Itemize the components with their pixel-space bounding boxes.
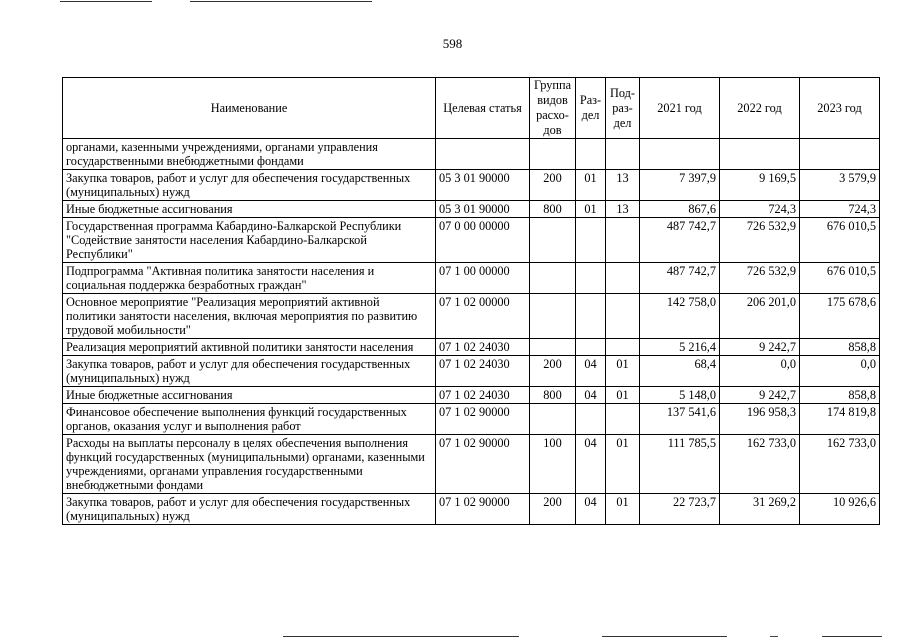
top-scan-line-left bbox=[60, 1, 152, 2]
row-group bbox=[530, 218, 576, 263]
row-2023 bbox=[800, 139, 880, 170]
row-subsection: 01 bbox=[606, 494, 640, 525]
row-name: Закупка товаров, работ и услуг для обеспечения государственных (муниципальных) нужд bbox=[63, 170, 436, 201]
row-2021: 68,4 bbox=[640, 356, 720, 387]
row-name: Иные бюджетные ассигнования bbox=[63, 201, 436, 218]
row-subsection: 01 bbox=[606, 356, 640, 387]
row-section bbox=[576, 139, 606, 170]
row-name: органами, казенными учреждениями, органами управления государственными внебюджетными фондами bbox=[63, 139, 436, 170]
row-section bbox=[576, 404, 606, 435]
row-2023: 858,8 bbox=[800, 387, 880, 404]
row-2022: 206 201,0 bbox=[720, 294, 800, 339]
row-subsection bbox=[606, 339, 640, 356]
table-row bbox=[63, 201, 880, 218]
row-2023: 175 678,6 bbox=[800, 294, 880, 339]
header-section: Раз-дел bbox=[576, 78, 606, 139]
row-section: 01 bbox=[576, 201, 606, 218]
row-target: 07 1 02 90000 bbox=[436, 494, 530, 525]
row-2021: 5 216,4 bbox=[640, 339, 720, 356]
row-target: 05 3 01 90000 bbox=[436, 201, 530, 218]
table-row bbox=[63, 170, 880, 201]
table-row bbox=[63, 387, 880, 404]
row-group: 200 bbox=[530, 356, 576, 387]
row-group bbox=[530, 404, 576, 435]
row-target bbox=[436, 139, 530, 170]
row-group: 800 bbox=[530, 387, 576, 404]
table-header-row bbox=[63, 78, 880, 139]
header-name: Наименование bbox=[63, 78, 436, 139]
table-body bbox=[63, 139, 880, 525]
row-subsection bbox=[606, 404, 640, 435]
row-2021 bbox=[640, 139, 720, 170]
row-name: Иные бюджетные ассигнования bbox=[63, 387, 436, 404]
row-group: 200 bbox=[530, 494, 576, 525]
row-2022: 31 269,2 bbox=[720, 494, 800, 525]
row-name: Подпрограмма "Активная политика занятости населения и социальная поддержка безработных граждан" bbox=[63, 263, 436, 294]
row-2021: 487 742,7 bbox=[640, 218, 720, 263]
table-row bbox=[63, 404, 880, 435]
row-target: 07 1 02 00000 bbox=[436, 294, 530, 339]
row-group: 200 bbox=[530, 170, 576, 201]
header-target: Целевая статья bbox=[436, 78, 530, 139]
row-target: 07 1 00 00000 bbox=[436, 263, 530, 294]
row-name: Финансовое обеспечение выполнения функций государственных органов, оказания услуг и выполнения работ bbox=[63, 404, 436, 435]
row-subsection: 01 bbox=[606, 387, 640, 404]
table-row bbox=[63, 339, 880, 356]
budget-table bbox=[62, 77, 880, 525]
header-group: Группа видов расхо-дов bbox=[530, 78, 576, 139]
bottom-scan-line-mid bbox=[602, 636, 727, 637]
row-2022: 9 242,7 bbox=[720, 387, 800, 404]
table-row bbox=[63, 139, 880, 170]
row-target: 07 0 00 00000 bbox=[436, 218, 530, 263]
row-2021: 7 397,9 bbox=[640, 170, 720, 201]
row-subsection: 13 bbox=[606, 201, 640, 218]
row-subsection: 13 bbox=[606, 170, 640, 201]
row-group bbox=[530, 339, 576, 356]
row-2023: 174 819,8 bbox=[800, 404, 880, 435]
row-2021: 111 785,5 bbox=[640, 435, 720, 494]
row-2022: 726 532,9 bbox=[720, 218, 800, 263]
table-row bbox=[63, 356, 880, 387]
table-row bbox=[63, 294, 880, 339]
row-2021: 142 758,0 bbox=[640, 294, 720, 339]
row-2023: 724,3 bbox=[800, 201, 880, 218]
table-row bbox=[63, 494, 880, 525]
row-name: Закупка товаров, работ и услуг для обеспечения государственных (муниципальных) нужд bbox=[63, 494, 436, 525]
row-2021: 137 541,6 bbox=[640, 404, 720, 435]
bottom-scan-line-right bbox=[822, 636, 882, 637]
row-group: 800 bbox=[530, 201, 576, 218]
row-2023: 676 010,5 bbox=[800, 263, 880, 294]
row-2021: 5 148,0 bbox=[640, 387, 720, 404]
row-2023: 0,0 bbox=[800, 356, 880, 387]
row-section: 04 bbox=[576, 356, 606, 387]
row-name: Государственная программа Кабардино-Балкарской Республики "Содействие занятости населения Кабардино-Балкарской Республики" bbox=[63, 218, 436, 263]
row-target: 07 1 02 90000 bbox=[436, 435, 530, 494]
row-target: 07 1 02 24030 bbox=[436, 387, 530, 404]
row-2023: 162 733,0 bbox=[800, 435, 880, 494]
row-subsection bbox=[606, 218, 640, 263]
row-2022: 724,3 bbox=[720, 201, 800, 218]
bottom-scan-dash bbox=[770, 636, 778, 637]
row-target: 07 1 02 90000 bbox=[436, 404, 530, 435]
page-number: 598 bbox=[442, 36, 463, 51]
row-section bbox=[576, 218, 606, 263]
row-2022: 9 242,7 bbox=[720, 339, 800, 356]
row-2022: 0,0 bbox=[720, 356, 800, 387]
row-section bbox=[576, 339, 606, 356]
row-2022: 726 532,9 bbox=[720, 263, 800, 294]
row-section bbox=[576, 263, 606, 294]
row-subsection bbox=[606, 263, 640, 294]
row-2023: 676 010,5 bbox=[800, 218, 880, 263]
row-subsection bbox=[606, 294, 640, 339]
row-section bbox=[576, 294, 606, 339]
row-2022: 196 958,3 bbox=[720, 404, 800, 435]
row-2021: 867,6 bbox=[640, 201, 720, 218]
row-group bbox=[530, 263, 576, 294]
row-section: 01 bbox=[576, 170, 606, 201]
row-target: 07 1 02 24030 bbox=[436, 356, 530, 387]
header-2023: 2023 год bbox=[800, 78, 880, 139]
table-row bbox=[63, 218, 880, 263]
row-2023: 858,8 bbox=[800, 339, 880, 356]
row-group bbox=[530, 139, 576, 170]
row-2021: 487 742,7 bbox=[640, 263, 720, 294]
top-scan-line-right bbox=[190, 1, 372, 2]
row-2022 bbox=[720, 139, 800, 170]
row-2023: 10 926,6 bbox=[800, 494, 880, 525]
row-section: 04 bbox=[576, 387, 606, 404]
row-target: 07 1 02 24030 bbox=[436, 339, 530, 356]
row-target: 05 3 01 90000 bbox=[436, 170, 530, 201]
table-row bbox=[63, 263, 880, 294]
header-2022: 2022 год bbox=[720, 78, 800, 139]
row-section: 04 bbox=[576, 435, 606, 494]
header-2021: 2021 год bbox=[640, 78, 720, 139]
row-2023: 3 579,9 bbox=[800, 170, 880, 201]
row-name: Закупка товаров, работ и услуг для обеспечения государственных (муниципальных) нужд bbox=[63, 356, 436, 387]
row-2022: 9 169,5 bbox=[720, 170, 800, 201]
row-2021: 22 723,7 bbox=[640, 494, 720, 525]
row-name: Расходы на выплаты персоналу в целях обеспечения выполнения функций государственных (муниципальными) органами, казенными учреждениями, органами управления государственными внебюджетными фондами bbox=[63, 435, 436, 494]
row-2022: 162 733,0 bbox=[720, 435, 800, 494]
bottom-scan-line-left bbox=[283, 636, 519, 637]
table-row bbox=[63, 435, 880, 494]
row-name: Реализация мероприятий активной политики занятости населения bbox=[63, 339, 436, 356]
row-group: 100 bbox=[530, 435, 576, 494]
row-group bbox=[530, 294, 576, 339]
row-subsection: 01 bbox=[606, 435, 640, 494]
row-section: 04 bbox=[576, 494, 606, 525]
row-subsection bbox=[606, 139, 640, 170]
row-name: Основное мероприятие "Реализация мероприятий активной политики занятости населения, включая мероприятия по развитию трудовой мобильности" bbox=[63, 294, 436, 339]
header-subsection: Под-раз-дел bbox=[606, 78, 640, 139]
